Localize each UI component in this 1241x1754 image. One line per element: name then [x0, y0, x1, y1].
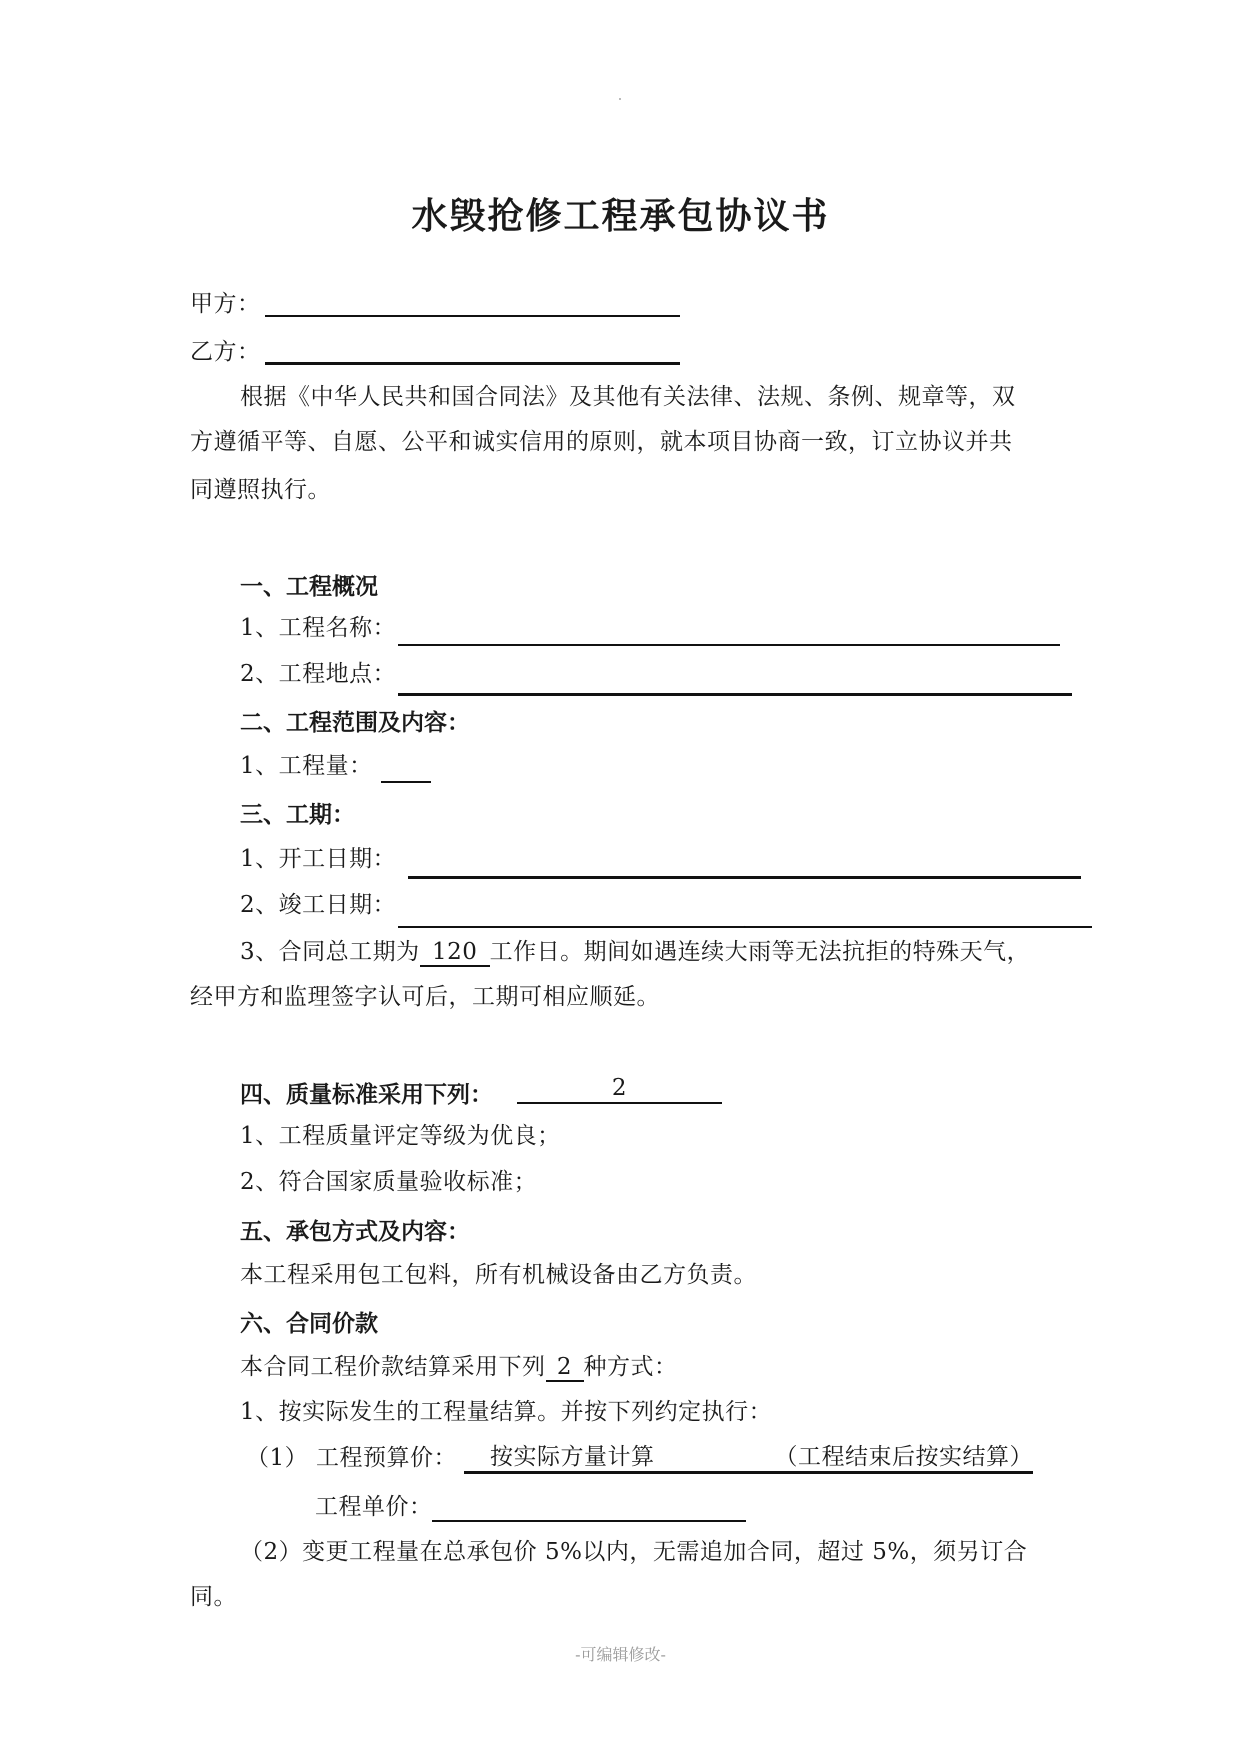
party-a-field[interactable]	[265, 315, 680, 317]
unit-price-label: 工程单价：	[315, 1494, 433, 1520]
settlement-method-line	[240, 1352, 678, 1382]
section-4-heading-text: 四、质量标准采用下列：	[240, 1082, 493, 1108]
quality-standard-choice-field[interactable]: 2	[517, 1074, 722, 1104]
total-period-suffix: 工作日。期间如遇连续大雨等无法抗拒的特殊天气，	[489, 939, 1031, 965]
settlement-method-prefix: 本合同工程价款结算采用下列	[240, 1354, 546, 1380]
unit-price-field[interactable]	[432, 1520, 746, 1522]
settlement-method-suffix: 种方式：	[583, 1354, 678, 1380]
end-date-field[interactable]	[398, 926, 1092, 928]
total-days-field[interactable]: 120	[420, 939, 490, 967]
total-period-continuation: 经甲方和监理签字认可后，工期可相应顺延。	[190, 984, 660, 1010]
party-a-label: 甲方：	[190, 291, 261, 317]
section-4-heading	[240, 1076, 493, 1109]
end-date-label: 2、竣工日期：	[240, 892, 397, 918]
party-b-field[interactable]	[265, 362, 680, 365]
settlement-method-choice-field[interactable]: 2	[546, 1354, 584, 1382]
quantity-label: 1、工程量：	[240, 753, 373, 779]
quality-item-1: 1、工程质量评定等级为优良；	[240, 1123, 561, 1149]
project-name-field[interactable]	[398, 644, 1060, 646]
section-2-heading: 二、工程范围及内容：	[240, 710, 470, 736]
document-title: 水毁抢修工程承包协议书	[411, 196, 830, 237]
project-name-label: 1、工程名称：	[240, 615, 397, 641]
header-mark	[619, 98, 621, 100]
project-location-field[interactable]	[398, 693, 1072, 696]
preamble-line-1: 根据《中华人民共和国合同法》及其他有关法律、法规、条例、规章等，双	[240, 384, 1016, 410]
budget-price-field[interactable]	[464, 1443, 1033, 1474]
section-5-heading: 五、承包方式及内容：	[240, 1219, 470, 1245]
settlement-item-1: 1、按实际发生的工程量结算。并按下列约定执行：	[240, 1399, 773, 1425]
section-6-heading: 六、合同价款	[240, 1311, 378, 1337]
total-period-line	[240, 937, 1030, 967]
budget-price-label: （1） 工程预算价：	[246, 1445, 457, 1471]
start-date-field[interactable]	[408, 876, 1081, 879]
change-clause-line-1: （2）变更工程量在总承包价 5%以内，无需追加合同，超过 5%，须另订合	[240, 1539, 1028, 1565]
start-date-label: 1、开工日期：	[240, 846, 397, 872]
page-footer: -可编辑修改-	[575, 1645, 666, 1664]
project-location-label: 2、工程地点：	[240, 661, 397, 687]
preamble-line-3: 同遵照执行。	[190, 477, 331, 503]
contract-method-body: 本工程采用包工包料，所有机械设备由乙方负责。	[240, 1262, 757, 1288]
quantity-field[interactable]	[381, 781, 431, 783]
party-b-label: 乙方：	[190, 339, 261, 365]
change-clause-line-2: 同。	[190, 1584, 237, 1610]
quality-item-2: 2、符合国家质量验收标准；	[240, 1169, 538, 1195]
total-period-prefix: 3、合同总工期为	[240, 939, 420, 965]
preamble-line-2: 方遵循平等、自愿、公平和诚实信用的原则，就本项目协商一致，订立协议并共	[190, 429, 1013, 455]
section-3-heading: 三、工期：	[240, 802, 355, 828]
section-1-heading: 一、工程概况	[240, 574, 378, 600]
budget-price-note: （工程结束后按实结算）	[774, 1444, 1033, 1470]
budget-price-value: 按实际方量计算	[490, 1444, 655, 1470]
